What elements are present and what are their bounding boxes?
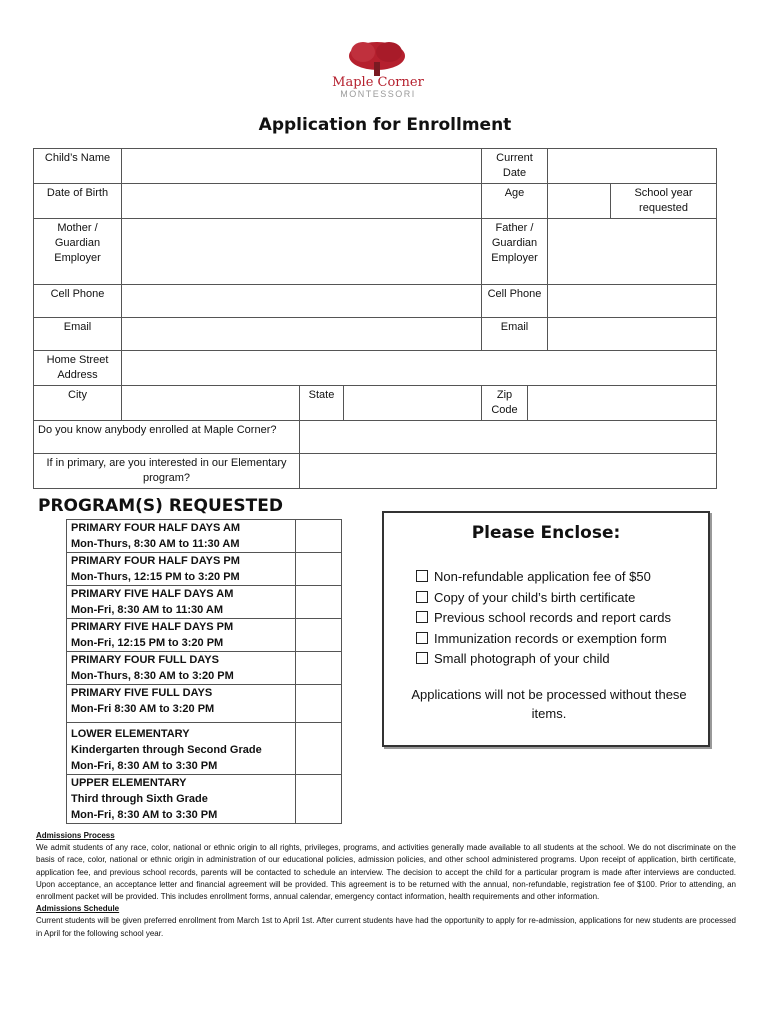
enclose-item-label: Copy of your child’s birth certificate	[434, 589, 636, 605]
program-schedule: Mon-Fri, 8:30 AM to 11:30 AM	[71, 604, 223, 616]
enclose-item	[416, 629, 671, 650]
program-select-box[interactable]	[296, 652, 342, 685]
program-title: PRIMARY FOUR HALF DAYS PM	[71, 555, 240, 567]
program-schedule: Mon-Fri, 8:30 AM to 3:30 PM	[71, 809, 218, 821]
enclose-item-label: Non-refundable application fee of $50	[434, 569, 651, 584]
home-street-address-field[interactable]	[122, 351, 717, 386]
cell-phone-field-2[interactable]	[548, 285, 717, 318]
state-label: State	[300, 386, 344, 421]
know-anybody-label: Do you know anybody enrolled at Maple Corner?	[34, 421, 300, 454]
admissions-schedule-text: Current students will be given preferred enrollment from March 1st to April 1st. After current students have had the opportunity to apply for re-admission, applications for new students are processed in April for the following school year.	[36, 916, 736, 938]
page-title: Application for Enrollment	[258, 115, 512, 135]
mother-guardian-employer-label: Mother / Guardian Employer	[34, 219, 122, 285]
zip-code-field[interactable]	[528, 386, 717, 421]
school-year-requested-label[interactable]: School year requested	[611, 184, 717, 219]
tree-logo-icon	[345, 40, 409, 78]
enclose-item	[416, 567, 671, 588]
checkbox[interactable]	[416, 632, 428, 644]
age-label: Age	[482, 184, 548, 219]
enclose-item-label: Immunization records or exemption form	[434, 630, 667, 646]
checkbox[interactable]	[416, 611, 428, 623]
admissions-policy	[36, 830, 736, 940]
program-title: UPPER ELEMENTARY	[71, 777, 187, 789]
state-field[interactable]	[344, 386, 482, 421]
program-title: PRIMARY FIVE HALF DAYS PM	[71, 621, 234, 633]
father-guardian-employer-field[interactable]	[548, 219, 717, 285]
admissions-process-text: We admit students of any race, color, national or ethnic origin to all rights, privileges, programs, and activities generally made available to all students at the school. We do not discriminate on the basis of race, color, national or ethnic origin in administration of our educational policies, admission policies, and other school administered programs. Upon receipt of application, birth certificate, application fee, and previous school records, parents will be contacted to schedule an interview. The decision to accept the child for a particular program is made after interviews are conducted. Upon acceptance, an acceptance letter and financial agreement will be provided. This agreement is to be returned with the annual, non-refundable, registration fee of $100. Prior to attending, an enrollment packet will be provided. This includes enrollment forms, annual calendar, emergency contact information, health requirements and other information.	[36, 843, 736, 902]
program-select-box[interactable]	[296, 685, 342, 723]
program-row	[67, 619, 342, 652]
program-grades: Kindergarten through Second Grade	[71, 744, 262, 756]
program-schedule: Mon-Thurs, 8:30 AM to 11:30 AM	[71, 538, 240, 550]
enclose-item	[416, 608, 671, 629]
know-anybody-field[interactable]	[300, 421, 717, 454]
email-field-2[interactable]	[548, 318, 717, 351]
program-select-box[interactable]	[296, 775, 342, 824]
date-of-birth-label: Date of Birth	[34, 184, 122, 219]
enclose-item-label: Small photograph of your child	[434, 651, 610, 666]
program-row	[67, 775, 342, 824]
program-row	[67, 723, 342, 775]
program-title: PRIMARY FOUR HALF DAYS AM	[71, 522, 241, 534]
program-select-box[interactable]	[296, 520, 342, 553]
date-of-birth-field[interactable]	[122, 184, 482, 219]
childs-name-field[interactable]	[122, 149, 482, 184]
application-form	[33, 148, 717, 489]
elementary-interest-field[interactable]	[300, 454, 717, 489]
admissions-process-heading: Admissions Process	[36, 831, 115, 840]
checkbox[interactable]	[416, 652, 428, 664]
program-select-box[interactable]	[296, 723, 342, 775]
home-street-address-label: Home Street Address	[34, 351, 122, 386]
program-title: PRIMARY FIVE FULL DAYS	[71, 687, 213, 699]
program-schedule: Mon-Thurs, 12:15 PM to 3:20 PM	[71, 571, 240, 583]
program-title: PRIMARY FIVE HALF DAYS AM	[71, 588, 234, 600]
logo-name: Maple Corner	[332, 75, 424, 90]
checkbox[interactable]	[416, 591, 428, 603]
email-label-1: Email	[34, 318, 122, 351]
childs-name-label: Child’s Name	[34, 149, 122, 184]
program-grades: Third through Sixth Grade	[71, 793, 208, 805]
zip-code-label: Zip Code	[482, 386, 528, 421]
enclose-checklist	[416, 567, 671, 670]
mother-guardian-employer-field[interactable]	[122, 219, 482, 285]
program-title: PRIMARY FOUR FULL DAYS	[71, 654, 219, 666]
program-row	[67, 652, 342, 685]
program-row	[67, 586, 342, 619]
program-select-box[interactable]	[296, 619, 342, 652]
email-field-1[interactable]	[122, 318, 482, 351]
program-schedule: Mon-Fri 8:30 AM to 3:20 PM	[71, 703, 215, 715]
father-guardian-employer-label: Father / Guardian Employer	[482, 219, 548, 285]
program-row	[67, 553, 342, 586]
program-row	[67, 685, 342, 723]
program-select-box[interactable]	[296, 553, 342, 586]
current-date-field[interactable]	[548, 149, 717, 184]
city-label: City	[34, 386, 122, 421]
age-field[interactable]	[548, 184, 611, 219]
enclose-item	[416, 649, 671, 670]
cell-phone-label-2: Cell Phone	[482, 285, 548, 318]
enclose-item	[416, 588, 671, 609]
enclose-note: Applications will not be processed without these items.	[411, 687, 687, 721]
program-row	[67, 520, 342, 553]
programs-heading: PROGRAM(S) REQUESTED	[38, 496, 283, 516]
please-enclose-box	[382, 511, 710, 747]
program-schedule: Mon-Thurs, 8:30 AM to 3:20 PM	[71, 670, 234, 682]
email-label-2: Email	[482, 318, 548, 351]
program-select-box[interactable]	[296, 586, 342, 619]
program-schedule: Mon-Fri, 8:30 AM to 3:30 PM	[71, 760, 218, 772]
admissions-schedule-heading: Admissions Schedule	[36, 904, 120, 914]
programs-table	[66, 519, 342, 824]
city-field[interactable]	[122, 386, 300, 421]
logo-subtitle: MONTESSORI	[340, 89, 416, 99]
cell-phone-label-1: Cell Phone	[34, 285, 122, 318]
cell-phone-field-1[interactable]	[122, 285, 482, 318]
current-date-label: Current Date	[482, 149, 548, 184]
elementary-interest-label: If in primary, are you interested in our Elementary program?	[34, 454, 300, 489]
please-enclose-heading: Please Enclose:	[471, 523, 621, 543]
program-schedule: Mon-Fri, 12:15 PM to 3:20 PM	[71, 637, 224, 649]
enclose-item-label: Previous school records and report cards	[434, 610, 672, 625]
program-title: LOWER ELEMENTARY	[71, 728, 190, 740]
checkbox[interactable]	[416, 570, 428, 582]
